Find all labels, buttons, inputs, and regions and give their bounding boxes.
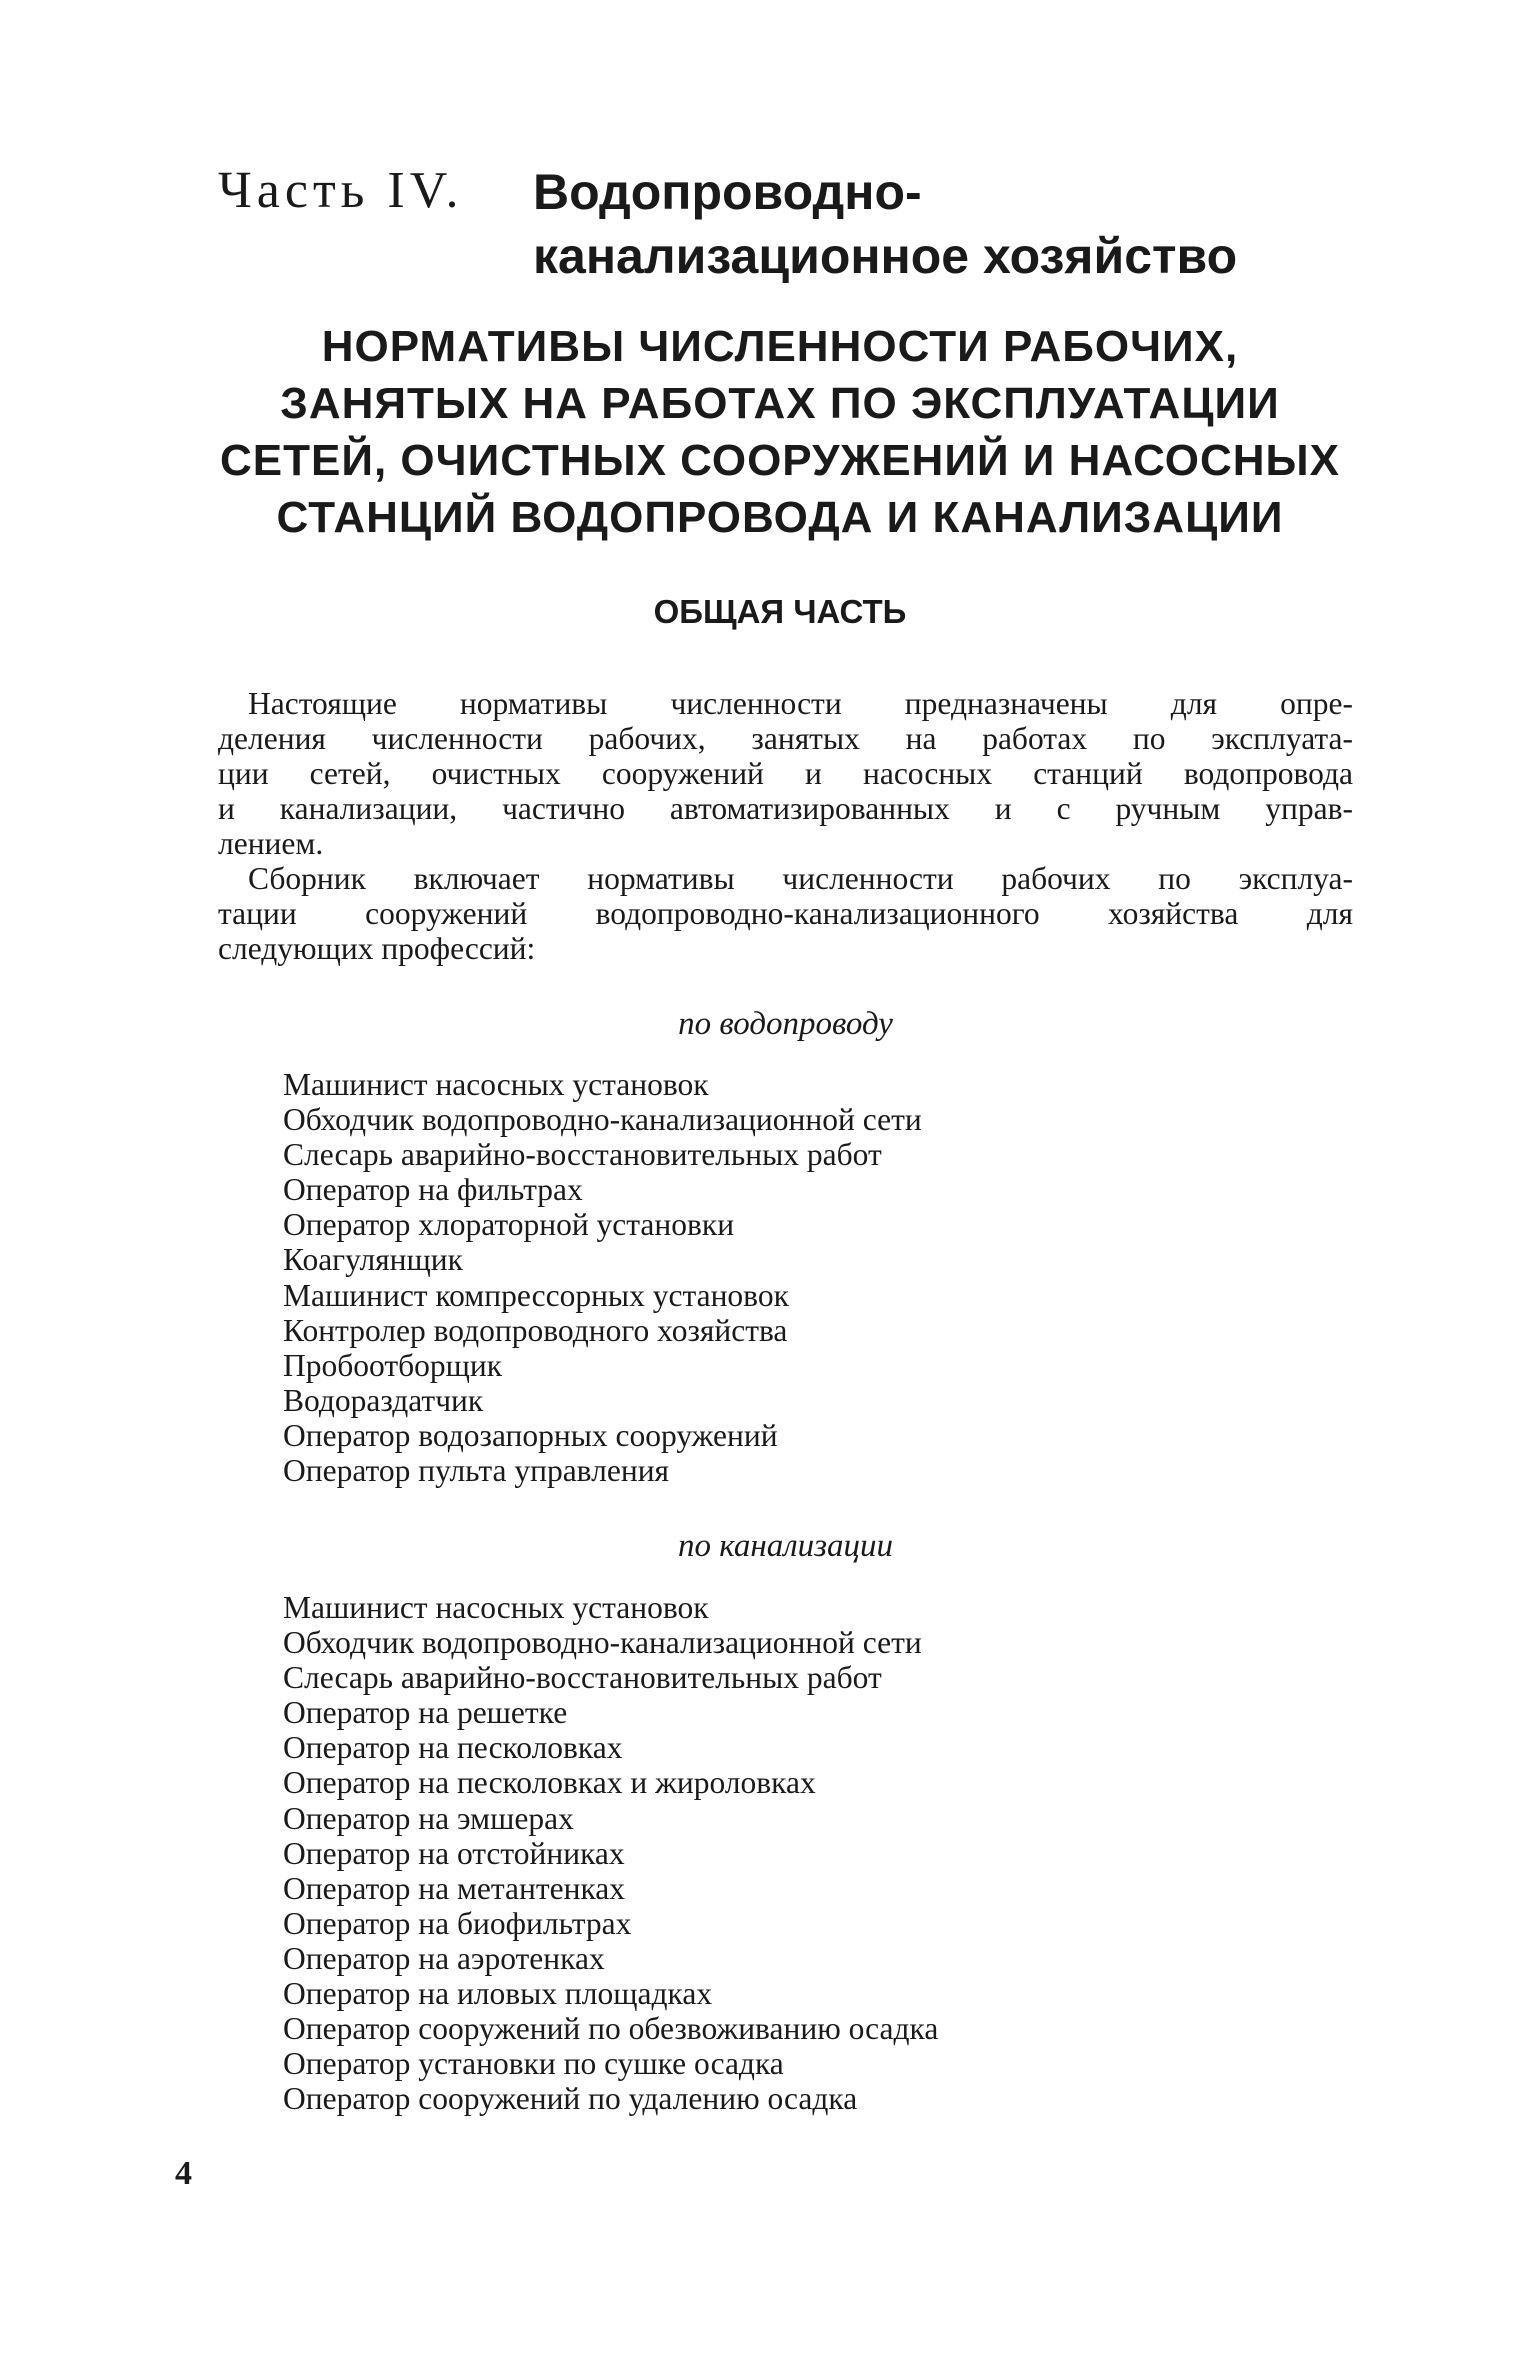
profession-item: Обходчик водопроводно-канализационной сети bbox=[283, 1102, 922, 1138]
profession-item: Оператор на иловых площадках bbox=[283, 1976, 713, 2012]
profession-item: Оператор водозапорных сооружений bbox=[283, 1417, 778, 1453]
intro-paragraph bbox=[218, 686, 1353, 861]
profession-item: Оператор сооружений по удалению осадка bbox=[283, 2081, 858, 2117]
profession-item: Оператор на метантенках bbox=[283, 1870, 626, 1906]
profession-item: Оператор на фильтрах bbox=[283, 1172, 583, 1208]
profession-item: Оператор пульта управления bbox=[283, 1453, 670, 1489]
profession-item: Оператор сооружений по обезвоживанию осадка bbox=[283, 2011, 939, 2047]
section-heading: ОБЩАЯ ЧАСТЬ bbox=[653, 593, 907, 630]
profession-item: Водораздатчик bbox=[283, 1382, 484, 1418]
profession-item: Оператор на аэротенках bbox=[283, 1940, 605, 1976]
sewerage-heading: по канализации bbox=[678, 1528, 893, 1564]
profession-item: Оператор на эмшерах bbox=[283, 1800, 574, 1836]
profession-item: Оператор на песколовках bbox=[283, 1730, 623, 1766]
paragraph-line: следующих профессий: bbox=[218, 931, 536, 966]
sewerage-profession-list bbox=[283, 1590, 1283, 2116]
profession-item: Оператор на песколовках и жироловках bbox=[283, 1765, 816, 1801]
profession-item: Обходчик водопроводно-канализационной сети bbox=[283, 1625, 922, 1661]
paragraph-line: Сборник включает нормативы численности рабочих по эксплуа- bbox=[248, 861, 1353, 896]
main-heading-line: СЕТЕЙ, ОЧИСТНЫХ СООРУЖЕНИЙ И НАСОСНЫХ bbox=[220, 436, 1340, 485]
profession-item: Машинист компрессорных установок bbox=[283, 1277, 789, 1313]
profession-item: Коагулянщик bbox=[283, 1242, 463, 1278]
main-heading bbox=[190, 318, 1370, 546]
profession-item: Оператор на биофильтрах bbox=[283, 1905, 632, 1941]
page-number: 4 bbox=[175, 2155, 192, 2192]
paragraph-line: ции сетей, очистных сооружений и насосных станций водопровода bbox=[218, 756, 1353, 791]
profession-item: Машинист насосных установок bbox=[283, 1590, 709, 1625]
paragraph-line: Настоящие нормативы численности предназначены для опре- bbox=[248, 686, 1353, 721]
part-number: Часть IV. bbox=[218, 162, 464, 219]
main-heading-line: СТАНЦИЙ ВОДОПРОВОДА И КАНАЛИЗАЦИИ bbox=[276, 493, 1284, 542]
profession-item: Оператор на отстойниках bbox=[283, 1835, 625, 1871]
main-heading-line: НОРМАТИВЫ ЧИСЛЕННОСТИ РАБОЧИХ, bbox=[321, 322, 1239, 371]
water-supply-heading: по водопроводу bbox=[678, 1006, 893, 1042]
profession-item: Пробоотборщик bbox=[283, 1347, 503, 1383]
paragraph-line: лением. bbox=[218, 826, 324, 861]
profession-item: Слесарь аварийно-восстановительных работ bbox=[283, 1660, 882, 1696]
part-label bbox=[218, 160, 464, 222]
paragraph-line: и канализации, частично автоматизированных и с ручным управ- bbox=[218, 791, 1353, 826]
profession-item: Оператор установки по сушке осадка bbox=[283, 2046, 784, 2082]
profession-item: Контролер водопроводного хозяйства bbox=[283, 1312, 788, 1348]
profession-item: Слесарь аварийно-восстановительных работ bbox=[283, 1137, 882, 1173]
profession-item: Оператор хлораторной установки bbox=[283, 1207, 735, 1243]
collection-paragraph bbox=[218, 861, 1353, 966]
profession-item: Оператор на решетке bbox=[283, 1695, 568, 1731]
part-title: Водопроводно-канализационное хозяйство bbox=[533, 164, 1238, 284]
profession-item: Машинист насосных установок bbox=[283, 1067, 709, 1102]
main-heading-line: ЗАНЯТЫХ НА РАБОТАХ ПО ЭКСПЛУАТАЦИИ bbox=[280, 379, 1280, 428]
water-supply-profession-list bbox=[283, 1067, 1283, 1488]
paragraph-line: деления численности рабочих, занятых на работах по эксплуата- bbox=[218, 721, 1353, 756]
paragraph-line: тации сооружений водопроводно-канализационного хозяйства для bbox=[218, 896, 1353, 931]
